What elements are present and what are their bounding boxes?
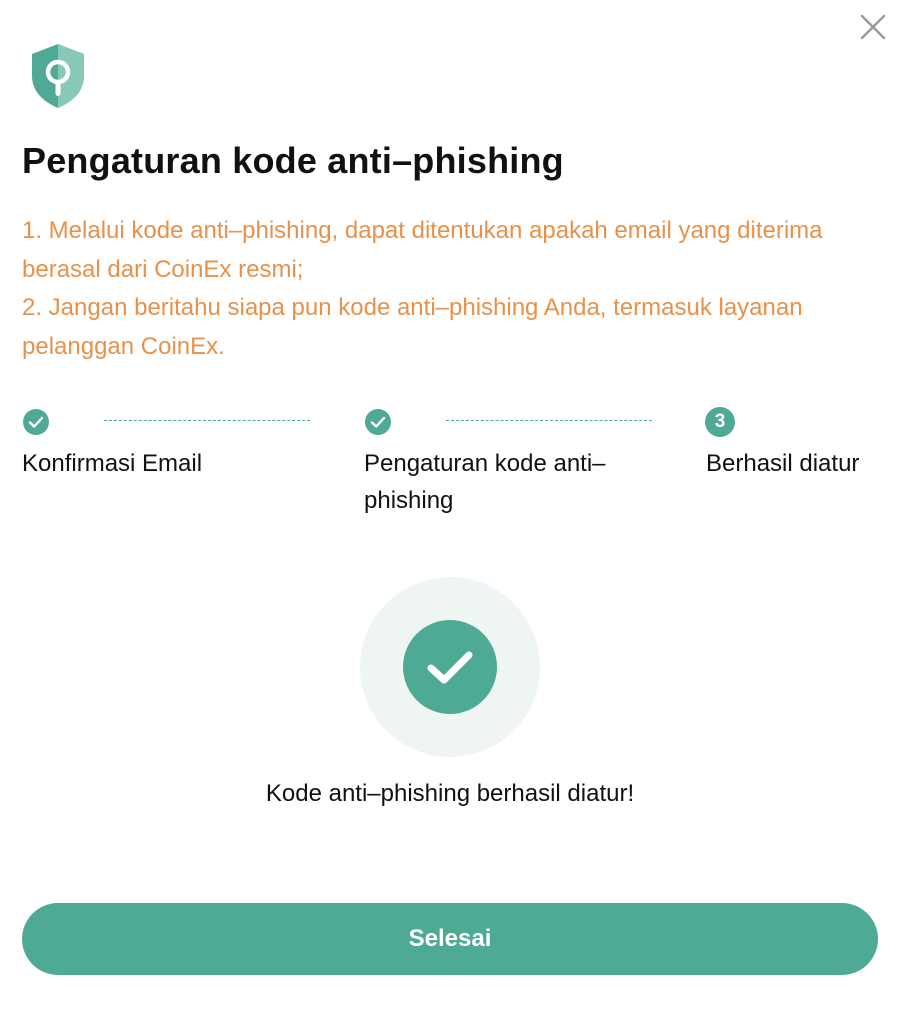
step-1-check-icon: [22, 408, 50, 436]
note-item: 2. Jangan beritahu siapa pun kode anti–phishing Anda, termasuk layanan pelanggan CoinEx.: [22, 294, 803, 360]
success-message: Kode anti–phishing berhasil diatur!: [265, 780, 635, 807]
note-item: 1. Melalui kode anti–phishing, dapat ditentukan apakah email yang diterima berasal dari CoinEx resmi;: [22, 217, 823, 283]
done-button[interactable]: Selesai: [22, 903, 878, 975]
shield-key-icon: [28, 42, 88, 110]
close-icon[interactable]: [856, 10, 890, 44]
step-3-label: Berhasil diatur: [706, 450, 860, 477]
step-2-check-icon: [364, 408, 392, 436]
step-connector: [104, 420, 310, 421]
dialog-title: Pengaturan kode anti–phishing: [22, 140, 564, 181]
anti-phishing-notes: [22, 212, 892, 366]
step-connector: [446, 420, 652, 421]
step-1-label: Konfirmasi Email: [22, 450, 203, 477]
check-icon: [403, 620, 497, 714]
step-2-label: Pengaturan kode anti–phishing: [364, 450, 606, 514]
step-3-number: 3: [705, 407, 735, 437]
